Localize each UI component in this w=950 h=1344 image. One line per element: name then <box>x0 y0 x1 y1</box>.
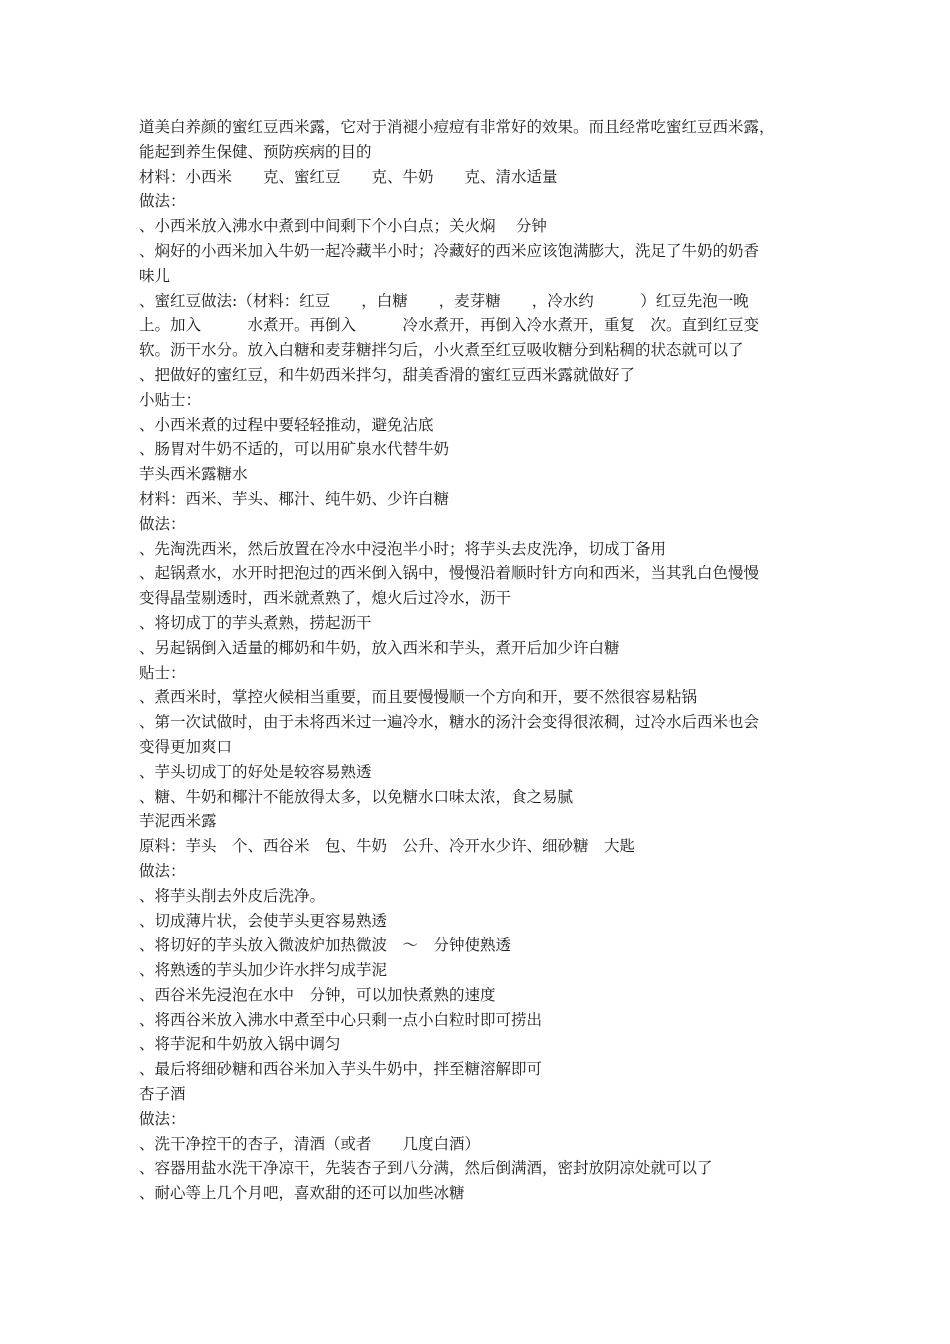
tip-line: 、芋头切成丁的好处是较容易熟透 <box>139 762 372 781</box>
tip-line: 、煮西米时，掌控火候相当重要，而且要慢慢顺一个方向和开，要不然很容易粘锅 <box>139 688 698 707</box>
tip-line: 、肠胃对牛奶不适的，可以用矿泉水代替牛奶 <box>139 440 450 459</box>
recipe-text-body <box>139 115 814 1206</box>
step-line: 、将芋泥和牛奶放入锅中调匀 <box>139 1035 341 1054</box>
step-line: 、将熟透的芋头加少许水拌匀成芋泥 <box>139 961 388 980</box>
tip-line: 、糖、牛奶和椰汁不能放得太多，以免糖水口味太浓，食之易腻 <box>139 787 574 806</box>
step-line: 、切成薄片状，会使芋头更容易熟透 <box>139 911 388 930</box>
step-line: 、把做好的蜜红豆，和牛奶西米拌匀，甜美香滑的蜜红豆西米露就做好了 <box>139 365 636 384</box>
step-line: 、将西谷米放入沸水中煮至中心只剩一点小白粒时即可捞出 <box>139 1010 543 1029</box>
ingredients-line: 原料：芋头 个、西谷米 包、牛奶 公升、冷开水少许、细砂糖 大匙 <box>139 837 636 856</box>
text-line: 道美白养颜的蜜红豆西米露，它对于消褪小痘痘有非常好的效果。而且经常吃蜜红豆西米露， <box>139 118 775 136</box>
ingredients-line: 材料：西米、芋头、椰汁、纯牛奶、少许白糖 <box>139 489 450 508</box>
step-line: 、洗干净控干的杏子，清酒（或者 几度白酒） <box>139 1134 481 1153</box>
step-line: 、小西米放入沸水中煮到中间剩下个小白点；关火焖 分钟 <box>139 217 547 236</box>
step-line: 、容器用盐水洗干净凉干，先装杏子到八分满，然后倒满酒，密封放阴凉处就可以了 <box>139 1159 713 1178</box>
method-heading: 做法： <box>139 514 186 533</box>
tip-line: 、第一次试做时，由于未将西米过一遍冷水，糖水的汤汁会变得很浓稠，过冷水后西米也会 <box>139 713 760 732</box>
step-line: 、将切成丁的芋头煮熟，捞起沥干 <box>139 613 372 632</box>
recipe-title: 芋头西米露糖水 <box>139 465 248 484</box>
step-line: 上。加入 水煮开。再倒入 冷水煮开，再倒入冷水煮开，重复 次。直到红豆变 <box>139 316 760 335</box>
step-line: 、最后将细砂糖和西谷米加入芋头牛奶中，拌至糖溶解即可 <box>139 1060 543 1079</box>
recipe-title: 杏子酒 <box>139 1085 186 1104</box>
step-line: 软。沥干水分。放入白糖和麦芽糖拌匀后，小火煮至红豆吸收糖分到粘稠的状态就可以了 <box>139 341 744 360</box>
step-line: 味儿 <box>139 266 171 285</box>
step-line: 、耐心等上几个月吧，喜欢甜的还可以加些冰糖 <box>139 1184 465 1203</box>
text-line: 能起到养生保健、预防疾病的目的 <box>139 142 372 161</box>
step-line: 、将切好的芋头放入微波炉加热微波 ～ 分钟使熟透 <box>139 936 512 955</box>
step-line: 、将芋头削去外皮后洗净。 <box>139 886 326 905</box>
step-line: 、西谷米先浸泡在水中 分钟，可以加快煮熟的速度 <box>139 985 496 1004</box>
tips-heading: 小贴士： <box>139 390 202 409</box>
ingredients-line: 材料：小西米 克、蜜红豆 克、牛奶 克、清水适量 <box>139 167 558 186</box>
step-line: 、先淘洗西米，然后放置在冷水中浸泡半小时；将芋头去皮洗净，切成丁备用 <box>139 539 667 558</box>
step-line: 变得晶莹剔透时，西米就煮熟了，熄火后过冷水，沥干 <box>139 589 512 608</box>
tips-heading: 贴士： <box>139 663 186 682</box>
tip-line: 变得更加爽口 <box>139 737 233 756</box>
step-line: 、蜜红豆做法:（材料：红豆 ，白糖 ，麦芽糖 ，冷水约 ）红豆先泡一晚 <box>139 291 749 310</box>
step-line: 、另起锅倒入适量的椰奶和牛奶，放入西米和芋头，煮开后加少许白糖 <box>139 638 620 657</box>
method-heading: 做法： <box>139 192 186 211</box>
recipe-title: 芋泥西米露 <box>139 812 217 831</box>
tip-line: 、小西米煮的过程中要轻轻推动，避免沾底 <box>139 415 434 434</box>
step-line: 、焖好的小西米加入牛奶一起冷藏半小时；冷藏好的西米应该饱满膨大，洗足了牛奶的奶香 <box>139 241 760 260</box>
method-heading: 做法： <box>139 1109 186 1128</box>
step-line: 、起锅煮水，水开时把泡过的西米倒入锅中，慢慢沿着顺时针方向和西米，当其乳白色慢慢 <box>139 564 760 583</box>
method-heading: 做法： <box>139 861 186 880</box>
